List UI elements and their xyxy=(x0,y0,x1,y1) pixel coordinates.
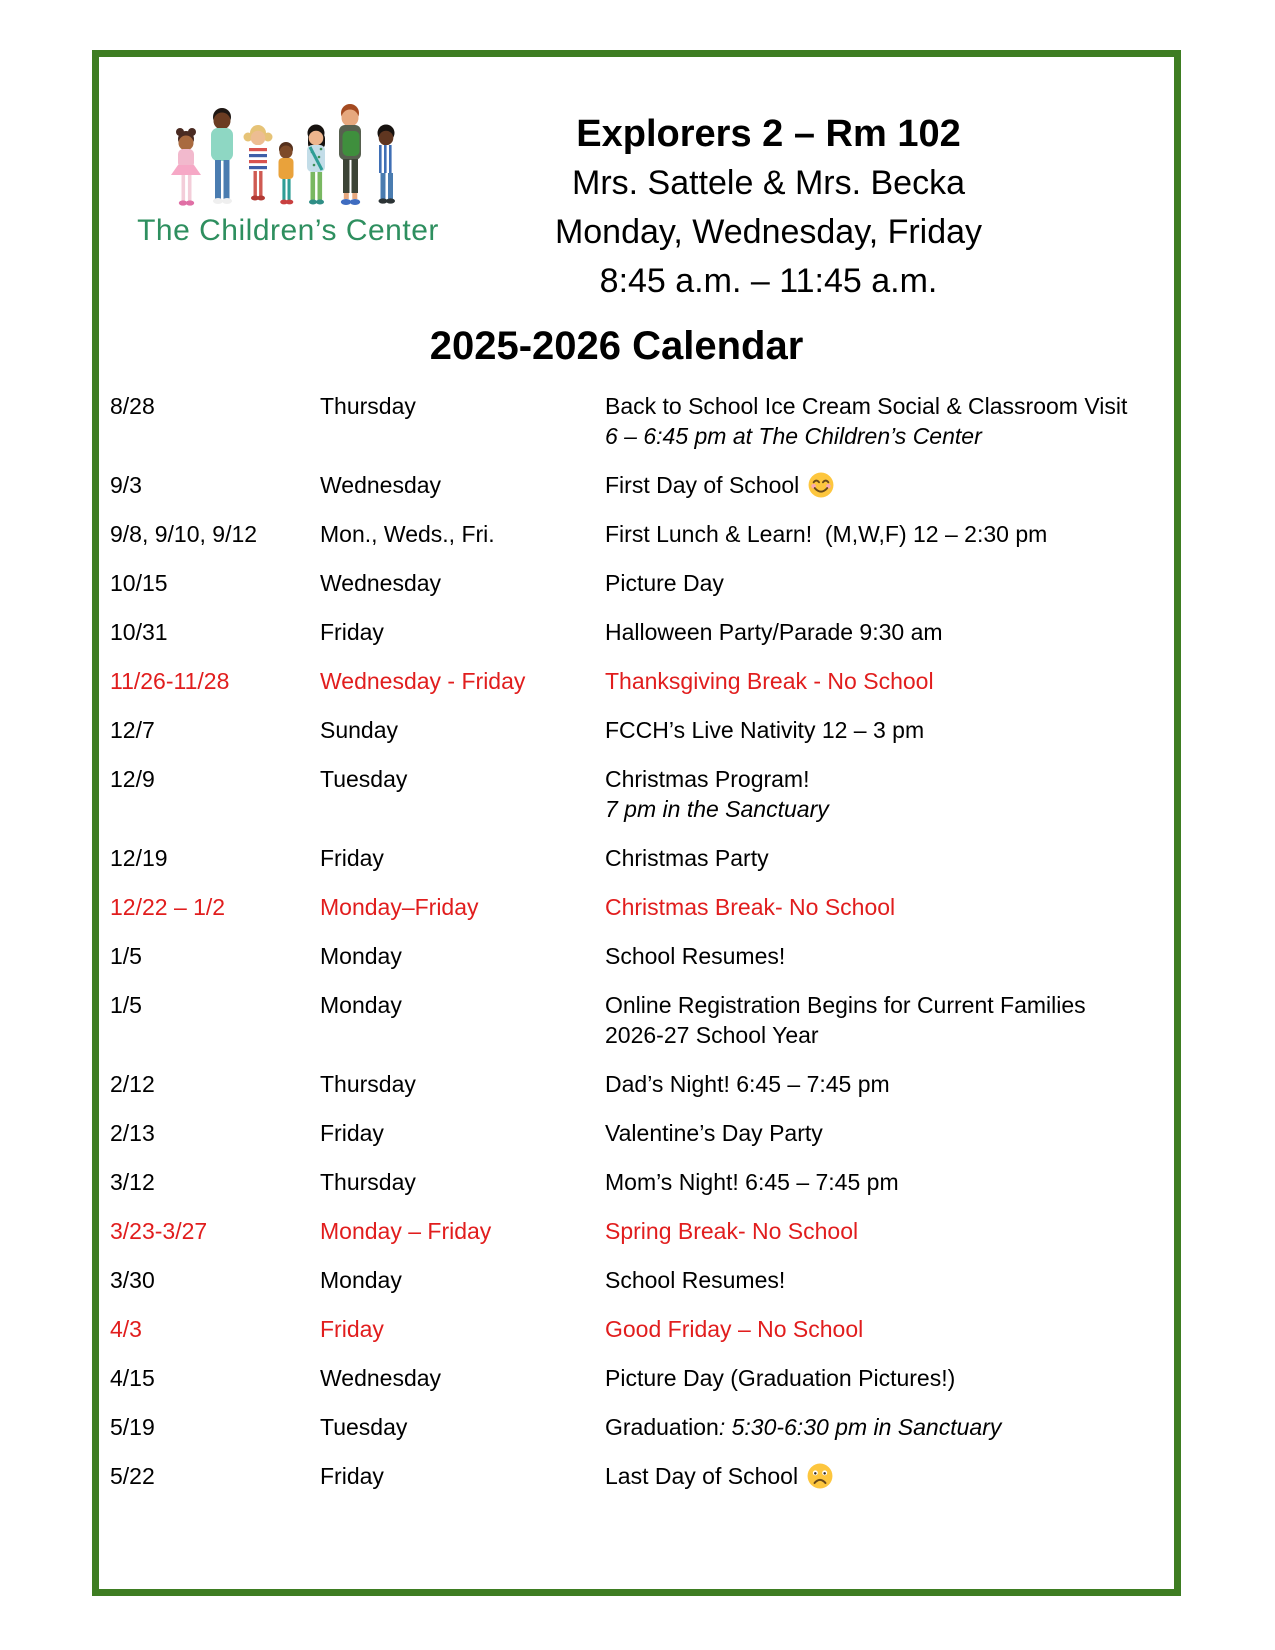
event-text: Christmas Break- No School xyxy=(605,894,896,920)
class-hours: 8:45 a.m. – 11:45 a.m. xyxy=(599,262,938,300)
calendar-row xyxy=(110,990,1150,1050)
event-text: Picture Day (Graduation Pictures!) xyxy=(605,1365,956,1391)
row-date: 4/3 xyxy=(110,1316,142,1342)
calendar-row xyxy=(110,843,1150,873)
calendar-row xyxy=(110,1412,1150,1442)
row-event xyxy=(605,1216,1150,1246)
row-event xyxy=(605,666,1150,696)
row-day: Monday xyxy=(320,992,402,1018)
row-day: Tuesday xyxy=(320,766,408,792)
row-event xyxy=(605,764,1150,824)
row-event xyxy=(605,519,1150,549)
calendar-row xyxy=(110,1461,1150,1491)
calendar-row xyxy=(110,568,1150,598)
row-date: 9/3 xyxy=(110,472,142,498)
row-date: 12/7 xyxy=(110,717,155,743)
logo xyxy=(133,87,443,306)
event-text: Spring Break- No School xyxy=(605,1218,859,1244)
event-text: Mom’s Night! 6:45 – 7:45 pm xyxy=(605,1169,899,1195)
row-event xyxy=(605,941,1150,971)
event-text: Graduation xyxy=(605,1414,719,1440)
row-date: 10/31 xyxy=(110,619,168,645)
row-day: Wednesday xyxy=(320,570,442,596)
teachers: Mrs. Sattele & Mrs. Becka xyxy=(572,164,965,202)
row-date: 3/23-3/27 xyxy=(110,1218,208,1244)
row-day: Friday xyxy=(320,1316,384,1342)
row-date: 10/15 xyxy=(110,570,168,596)
row-day: Friday xyxy=(320,1120,384,1146)
calendar-row xyxy=(110,1265,1150,1295)
calendar-row xyxy=(110,666,1150,696)
event-text: Back to School Ice Cream Social & Classroom Visit xyxy=(605,393,1128,419)
event-line2: 6 – 6:45 pm at The Children’s Center xyxy=(605,423,982,449)
smiling-face-icon xyxy=(807,471,835,499)
row-day: Monday xyxy=(320,943,402,969)
row-day: Friday xyxy=(320,845,384,871)
row-event xyxy=(605,843,1150,873)
row-event xyxy=(605,1167,1150,1197)
row-event xyxy=(605,568,1150,598)
row-date: 11/26-11/28 xyxy=(110,668,230,694)
row-date: 3/30 xyxy=(110,1267,155,1293)
row-event xyxy=(605,1461,1150,1491)
row-event xyxy=(605,1363,1150,1393)
calendar-row xyxy=(110,941,1150,971)
event-text: Valentine’s Day Party xyxy=(605,1120,823,1146)
row-event xyxy=(605,617,1150,647)
event-line2: 2026-27 School Year xyxy=(605,1022,819,1048)
row-day: Wednesday xyxy=(320,472,442,498)
event-text: Thanksgiving Break - No School xyxy=(605,668,934,694)
event-text: Last Day of School xyxy=(605,1463,799,1489)
row-event xyxy=(605,470,1150,500)
row-day: Mon., Weds., Fri. xyxy=(320,521,495,547)
row-date: 4/15 xyxy=(110,1365,155,1391)
event-text: Christmas Party xyxy=(605,845,769,871)
row-date: 1/5 xyxy=(110,992,142,1018)
row-event xyxy=(605,1314,1150,1344)
calendar-row xyxy=(110,1363,1150,1393)
row-event xyxy=(605,1069,1150,1099)
row-day: Sunday xyxy=(320,717,399,743)
row-day: Thursday xyxy=(320,1071,416,1097)
row-date: 1/5 xyxy=(110,943,142,969)
event-text: Picture Day xyxy=(605,570,724,596)
row-date: 2/13 xyxy=(110,1120,155,1146)
event-text: Dad’s Night! 6:45 – 7:45 pm xyxy=(605,1071,890,1097)
calendar-row xyxy=(110,1167,1150,1197)
row-day: Friday xyxy=(320,619,384,645)
calendar-row xyxy=(110,715,1150,745)
calendar-row xyxy=(110,617,1150,647)
page-border-frame xyxy=(92,50,1181,1596)
row-day: Thursday xyxy=(320,1169,416,1195)
row-date: 3/12 xyxy=(110,1169,155,1195)
row-event xyxy=(605,1412,1150,1442)
row-day: Wednesday - Friday xyxy=(320,668,526,694)
row-event xyxy=(605,892,1150,922)
event-text: Good Friday – No School xyxy=(605,1316,864,1342)
children-illustration-icon xyxy=(133,87,443,212)
calendar-row xyxy=(110,391,1150,451)
class-days: Monday, Wednesday, Friday xyxy=(554,213,983,251)
calendar-rows xyxy=(99,369,1174,1491)
row-day: Monday–Friday xyxy=(320,894,479,920)
row-date: 8/28 xyxy=(110,393,155,419)
event-text: Halloween Party/Parade 9:30 am xyxy=(605,619,943,645)
row-date: 12/9 xyxy=(110,766,155,792)
calendar-row xyxy=(110,764,1150,824)
event-line2: 7 pm in the Sanctuary xyxy=(605,796,829,822)
event-text: FCCH’s Live Nativity 12 – 3 pm xyxy=(605,717,925,743)
event-text: School Resumes! xyxy=(605,943,786,969)
class-title: Explorers 2 – Rm 102 xyxy=(576,113,961,155)
event-text: First Lunch & Learn! (M,W,F) 12 – 2:30 pm xyxy=(605,521,1048,547)
row-day: Friday xyxy=(320,1463,384,1489)
row-date: 12/22 – 1/2 xyxy=(110,894,226,920)
row-day: Wednesday xyxy=(320,1365,442,1391)
logo-text: The Children’s Center xyxy=(137,214,439,247)
calendar-row xyxy=(110,892,1150,922)
row-date: 5/19 xyxy=(110,1414,155,1440)
event-text: First Day of School xyxy=(605,472,800,498)
header-info xyxy=(443,87,1154,306)
row-day: Thursday xyxy=(320,393,416,419)
row-event xyxy=(605,990,1150,1050)
calendar-row xyxy=(110,519,1150,549)
calendar-row xyxy=(110,470,1150,500)
row-day: Monday xyxy=(320,1267,402,1293)
frowning-face-icon xyxy=(806,1462,834,1490)
calendar-row xyxy=(110,1118,1150,1148)
row-date: 5/22 xyxy=(110,1463,155,1489)
row-event xyxy=(605,1118,1150,1148)
header xyxy=(99,57,1174,306)
row-date: 9/8, 9/10, 9/12 xyxy=(110,521,258,547)
calendar-row xyxy=(110,1314,1150,1344)
calendar-title: 2025-2026 Calendar xyxy=(429,324,804,368)
event-text: Online Registration Begins for Current Families xyxy=(605,992,1086,1018)
calendar-row xyxy=(110,1216,1150,1246)
event-text: Christmas Program! xyxy=(605,766,810,792)
calendar-row xyxy=(110,1069,1150,1099)
row-date: 2/12 xyxy=(110,1071,155,1097)
row-day: Tuesday xyxy=(320,1414,408,1440)
row-day: Monday – Friday xyxy=(320,1218,492,1244)
row-date: 12/19 xyxy=(110,845,168,871)
event-text: School Resumes! xyxy=(605,1267,786,1293)
row-event xyxy=(605,391,1150,451)
event-text-italic: : 5:30-6:30 pm in Sanctuary xyxy=(718,1414,1002,1440)
row-event xyxy=(605,715,1150,745)
row-event xyxy=(605,1265,1150,1295)
